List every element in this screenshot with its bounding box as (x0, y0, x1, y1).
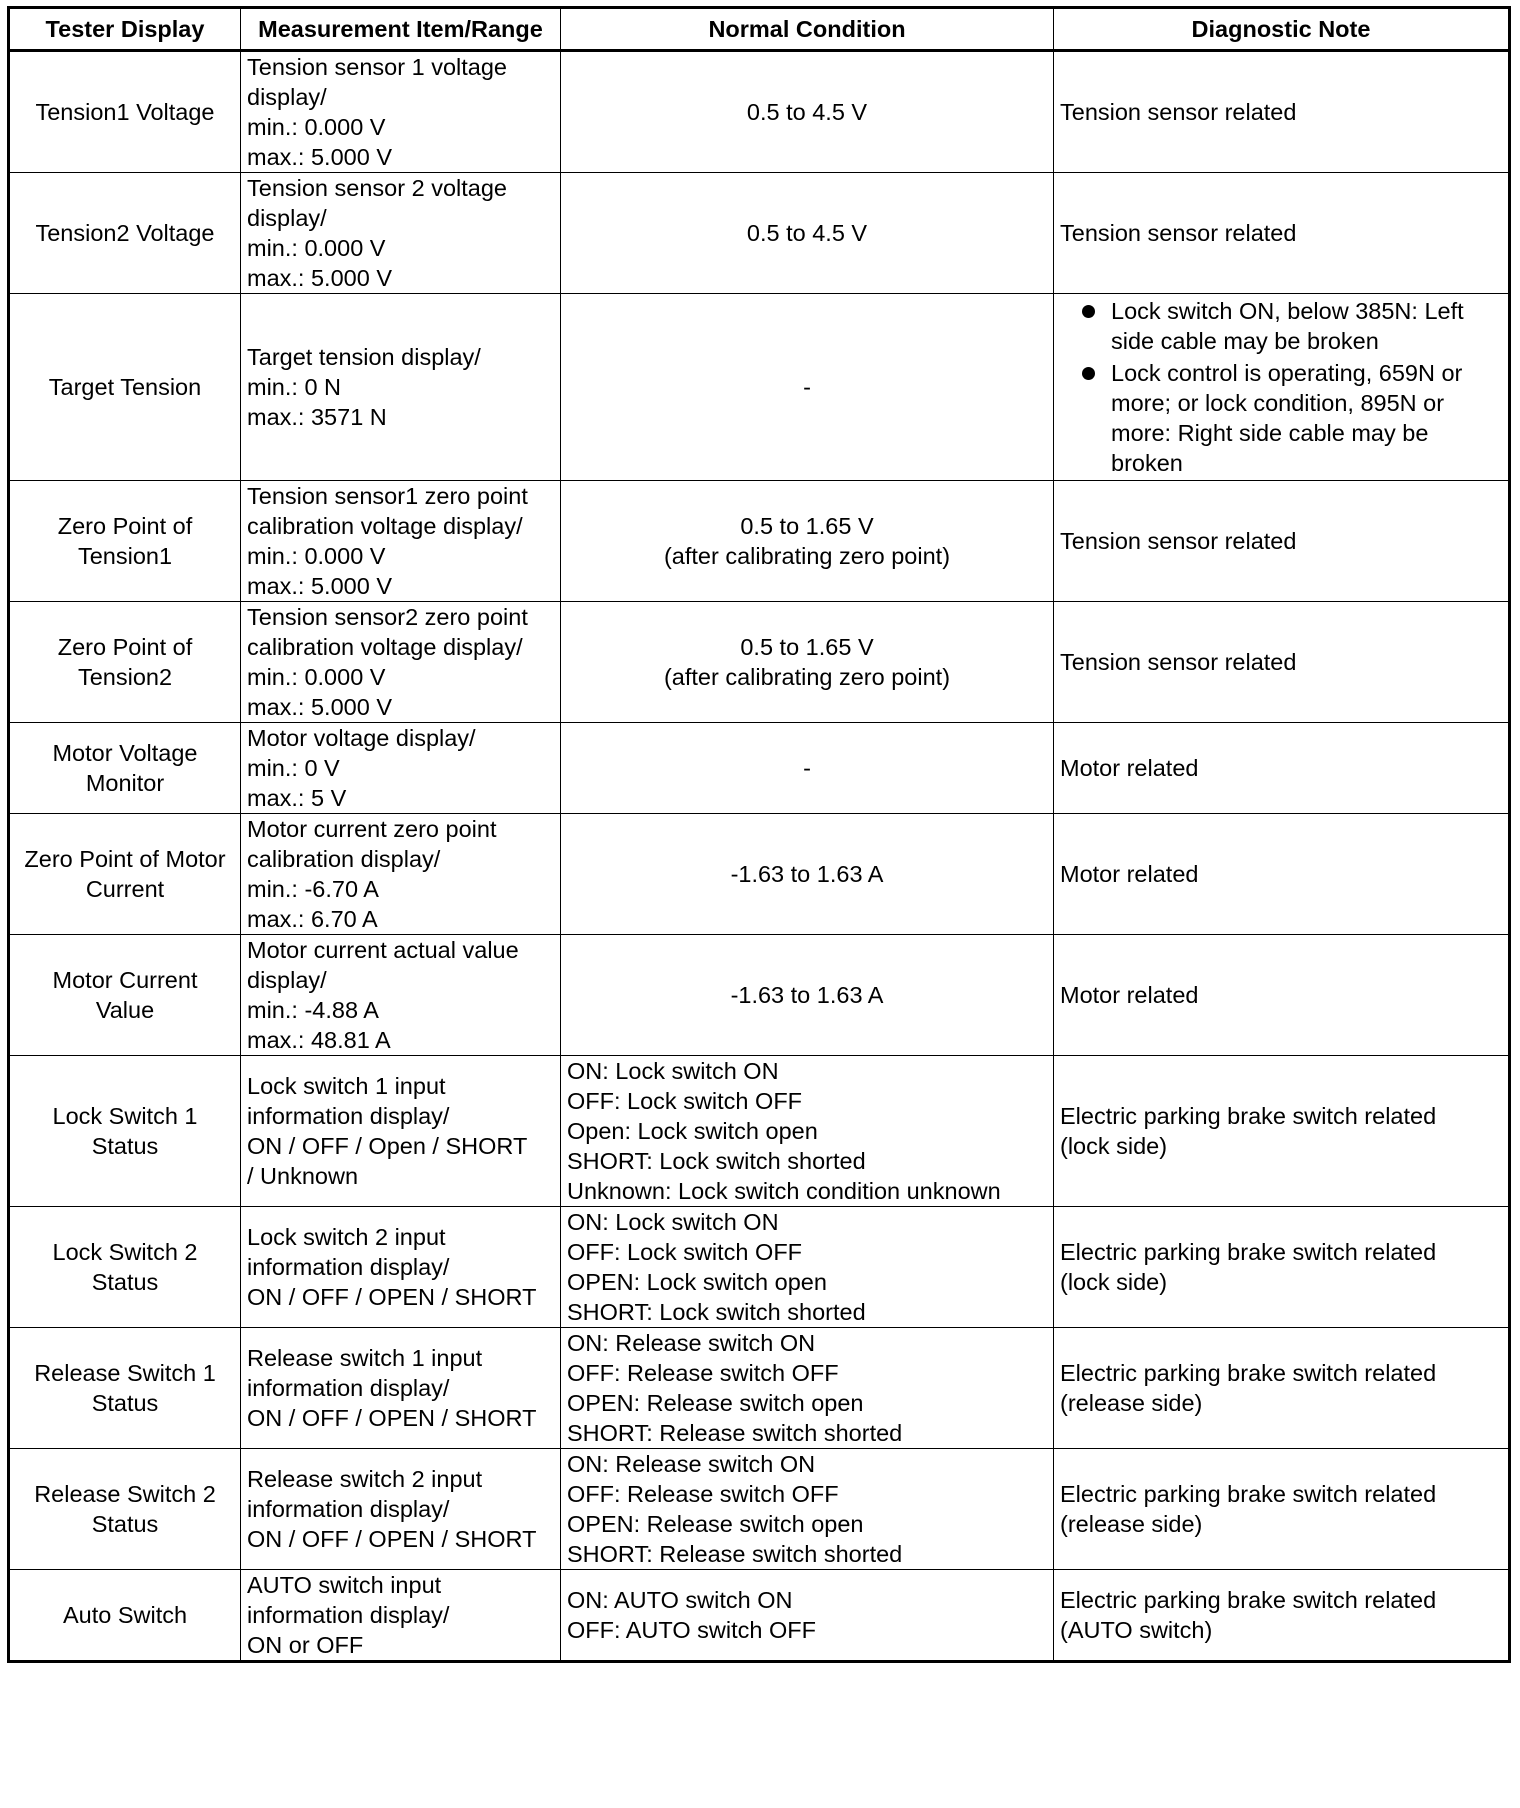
measurement-range-cell-line: ON / OFF / OPEN / SHORT (247, 1405, 537, 1431)
tester-display-cell (9, 602, 241, 723)
normal-condition-cell-line: 0.5 to 4.5 V (746, 99, 868, 125)
measurement-range-cell-line: information display/ (247, 1496, 450, 1522)
diagnostic-note-cell-line: Electric parking brake switch related (1060, 1587, 1437, 1613)
measurement-range-cell-line: display/ (247, 967, 327, 993)
data-monitor-sheet (7, 6, 1508, 1663)
measurement-range-cell-line: max.: 5.000 V (247, 265, 392, 291)
tester-display-cell-line: Target Tension (48, 374, 202, 400)
diagnostic-note-cell-line: Electric parking brake switch related (1060, 1360, 1437, 1386)
normal-condition-cell-line: SHORT: Lock switch shorted (567, 1148, 866, 1174)
table-row (9, 1449, 1510, 1570)
tester-display-cell (9, 481, 241, 602)
normal-condition-cell-line: 0.5 to 4.5 V (746, 220, 868, 246)
normal-condition-cell-line: Open: Lock switch open (567, 1118, 818, 1144)
normal-condition-cell-line: 0.5 to 1.65 V (740, 513, 874, 539)
measurement-range-cell-line: ON / OFF / OPEN / SHORT (247, 1284, 537, 1310)
diagnostic-note-cell-line: Electric parking brake switch related (1060, 1239, 1437, 1265)
diagnostic-note-cell-line: Tension sensor related (1060, 99, 1297, 125)
measurement-range-cell-line: AUTO switch input (247, 1572, 442, 1598)
normal-condition-cell-line: (after calibrating zero point) (663, 664, 951, 690)
measurement-range-cell-line: min.: 0 N (247, 374, 342, 400)
measurement-range-cell-line: calibration voltage display/ (247, 513, 523, 539)
measurement-range-cell-line: ON or OFF (247, 1632, 364, 1658)
diagnostic-note-cell-line: (lock side) (1060, 1269, 1168, 1295)
table-row (9, 723, 1510, 814)
measurement-range-cell-line: information display/ (247, 1602, 450, 1628)
tester-display-cell-line: Status (91, 1133, 159, 1159)
normal-condition-cell (561, 602, 1054, 723)
normal-condition-cell-line: SHORT: Lock switch shorted (567, 1299, 866, 1325)
measurement-range-cell-line: Motor current zero point (247, 816, 497, 842)
measurement-range-cell-line: information display/ (247, 1103, 450, 1129)
table-row (9, 294, 1510, 481)
normal-condition-cell (561, 1056, 1054, 1207)
table-row (9, 935, 1510, 1056)
diagnostic-note-cell (1054, 294, 1510, 481)
diagnostic-note-cell (1054, 1449, 1510, 1570)
measurement-range-cell-line: information display/ (247, 1254, 450, 1280)
tester-display-cell-line: Tension2 (77, 664, 173, 690)
measurement-range-cell-line: Tension sensor2 zero point (247, 604, 528, 630)
normal-condition-cell-line: OFF: Release switch OFF (567, 1360, 839, 1386)
measurement-range-cell-line: Release switch 2 input (247, 1466, 483, 1492)
normal-condition-cell-line: (after calibrating zero point) (663, 543, 951, 569)
table-row (9, 51, 1510, 173)
diagnostic-note-cell (1054, 723, 1510, 814)
measurement-range-cell (241, 51, 561, 173)
normal-condition-cell (561, 935, 1054, 1056)
tester-display-cell-line: Auto Switch (62, 1602, 188, 1628)
normal-condition-cell (561, 723, 1054, 814)
tester-display-cell-line: Status (91, 1511, 159, 1537)
measurement-range-cell-line: Motor current actual value (247, 937, 519, 963)
measurement-range-cell-line: min.: 0.000 V (247, 235, 386, 261)
diagnostic-note-cell-line: Electric parking brake switch related (1060, 1481, 1437, 1507)
measurement-range-cell-line: Lock switch 2 input (247, 1224, 446, 1250)
table-row (9, 814, 1510, 935)
measurement-range-cell-line: min.: 0.000 V (247, 664, 386, 690)
diagnostic-note-cell-line: (lock side) (1060, 1133, 1168, 1159)
diagnostic-note-cell (1054, 1570, 1510, 1662)
diagnostic-note-cell (1054, 481, 1510, 602)
diagnostic-note-cell-line: Motor related (1060, 982, 1199, 1008)
diagnostic-note-cell (1054, 1056, 1510, 1207)
measurement-range-cell (241, 481, 561, 602)
measurement-range-cell-line: max.: 5 V (247, 785, 347, 811)
diagnostic-note-item (1060, 296, 1500, 356)
measurement-range-cell-line: Tension sensor 1 voltage (247, 54, 507, 80)
measurement-range-cell (241, 935, 561, 1056)
normal-condition-cell-line: ON: Release switch ON (567, 1330, 816, 1356)
tester-display-cell (9, 1328, 241, 1449)
bullet-icon (1082, 305, 1095, 318)
tester-display-cell (9, 51, 241, 173)
diagnostic-note-cell (1054, 814, 1510, 935)
normal-condition-cell (561, 294, 1054, 481)
measurement-range-cell-line: max.: 48.81 A (247, 1027, 391, 1053)
diagnostic-note-cell (1054, 935, 1510, 1056)
measurement-range-cell-line: min.: -6.70 A (247, 876, 379, 902)
tester-display-cell (9, 935, 241, 1056)
data-monitor-table (7, 6, 1511, 1663)
diagnostic-note-cell (1054, 602, 1510, 723)
table-header-row (9, 8, 1510, 51)
header-diagnostic-note: Diagnostic Note (1054, 8, 1510, 51)
measurement-range-cell-line: min.: -4.88 A (247, 997, 379, 1023)
tester-display-cell-line: Tension1 (77, 543, 173, 569)
tester-display-cell (9, 814, 241, 935)
diagnostic-note-cell-line: (release side) (1060, 1511, 1203, 1537)
normal-condition-cell (561, 51, 1054, 173)
normal-condition-cell (561, 1449, 1054, 1570)
measurement-range-cell-line: max.: 5.000 V (247, 694, 392, 720)
measurement-range-cell-line: ON / OFF / Open / SHORT (247, 1133, 528, 1159)
diagnostic-note-cell-line: (release side) (1060, 1390, 1203, 1416)
tester-display-cell (9, 1056, 241, 1207)
normal-condition-cell (561, 1570, 1054, 1662)
table-row (9, 481, 1510, 602)
tester-display-cell-line: Tension1 Voltage (35, 99, 215, 125)
normal-condition-cell-line: -1.63 to 1.63 A (730, 861, 884, 887)
normal-condition-cell-line: 0.5 to 1.65 V (740, 634, 874, 660)
diagnostic-note-cell (1054, 1207, 1510, 1328)
tester-display-cell-line: Motor Current (52, 967, 198, 993)
normal-condition-cell (561, 1328, 1054, 1449)
measurement-range-cell (241, 814, 561, 935)
measurement-range-cell (241, 1056, 561, 1207)
normal-condition-cell-line: OPEN: Lock switch open (567, 1269, 827, 1295)
normal-condition-cell-line: OPEN: Release switch open (567, 1390, 864, 1416)
tester-display-cell-line: Release Switch 1 (34, 1360, 216, 1386)
diagnostic-note-text: Lock control is operating, 659N or more; or lock condition, 895N or more: Right side cable may be broken (1111, 360, 1463, 476)
diagnostic-note-cell (1054, 51, 1510, 173)
diagnostic-note-cell-line: Electric parking brake switch related (1060, 1103, 1437, 1129)
diagnostic-note-item (1060, 358, 1500, 478)
table-row (9, 1056, 1510, 1207)
diagnostic-note-cell-line: (AUTO switch) (1060, 1617, 1213, 1643)
measurement-range-cell-line: max.: 5.000 V (247, 144, 392, 170)
measurement-range-cell-line: min.: 0.000 V (247, 114, 386, 140)
measurement-range-cell-line: Tension sensor1 zero point (247, 483, 528, 509)
normal-condition-cell-line: OFF: Release switch OFF (567, 1481, 839, 1507)
measurement-range-cell-line: max.: 3571 N (247, 404, 387, 430)
header-tester-display: Tester Display (9, 8, 241, 51)
normal-condition-cell-line: OPEN: Release switch open (567, 1511, 864, 1537)
measurement-range-cell-line: Motor voltage display/ (247, 725, 476, 751)
measurement-range-cell-line: ON / OFF / OPEN / SHORT (247, 1526, 537, 1552)
tester-display-cell (9, 723, 241, 814)
tester-display-cell (9, 294, 241, 481)
diagnostic-note-cell (1054, 173, 1510, 294)
tester-display-cell-line: Status (91, 1390, 159, 1416)
tester-display-cell-line: Monitor (85, 770, 165, 796)
measurement-range-cell-line: calibration voltage display/ (247, 634, 523, 660)
table-row (9, 1570, 1510, 1662)
measurement-range-cell-line: information display/ (247, 1375, 450, 1401)
measurement-range-cell-line: Tension sensor 2 voltage (247, 175, 507, 201)
tester-display-cell (9, 1207, 241, 1328)
measurement-range-cell-line: min.: 0.000 V (247, 543, 386, 569)
measurement-range-cell-line: max.: 5.000 V (247, 573, 392, 599)
diagnostic-note-list (1060, 296, 1500, 478)
tester-display-cell-line: Lock Switch 1 (52, 1103, 198, 1129)
diagnostic-note-cell-line: Tension sensor related (1060, 528, 1297, 554)
normal-condition-cell-line: -1.63 to 1.63 A (730, 982, 884, 1008)
tester-display-cell-line: Release Switch 2 (34, 1481, 216, 1507)
header-normal-condition: Normal Condition (561, 8, 1054, 51)
measurement-range-cell-line: Lock switch 1 input (247, 1073, 446, 1099)
normal-condition-cell (561, 481, 1054, 602)
tester-display-cell-line: Zero Point of Motor (24, 846, 226, 872)
normal-condition-cell-line: ON: Release switch ON (567, 1451, 816, 1477)
measurement-range-cell (241, 723, 561, 814)
tester-display-cell-line: Status (91, 1269, 159, 1295)
measurement-range-cell-line: Release switch 1 input (247, 1345, 483, 1371)
table-row (9, 173, 1510, 294)
normal-condition-cell (561, 173, 1054, 294)
measurement-range-cell (241, 602, 561, 723)
tester-display-cell (9, 1570, 241, 1662)
normal-condition-cell-line: OFF: Lock switch OFF (567, 1239, 803, 1265)
tester-display-cell-line: Zero Point of (57, 634, 193, 660)
diagnostic-note-cell-line: Motor related (1060, 755, 1199, 781)
tester-display-cell-line: Tension2 Voltage (35, 220, 215, 246)
table-row (9, 1328, 1510, 1449)
tester-display-cell-line: Value (95, 997, 155, 1023)
measurement-range-cell (241, 1570, 561, 1662)
normal-condition-cell-line: ON: AUTO switch ON (567, 1587, 793, 1613)
normal-condition-cell-line: SHORT: Release switch shorted (567, 1541, 903, 1567)
measurement-range-cell-line: display/ (247, 205, 327, 231)
tester-display-cell (9, 1449, 241, 1570)
tester-display-cell-line: Lock Switch 2 (52, 1239, 198, 1265)
measurement-range-cell (241, 1207, 561, 1328)
measurement-range-cell-line: Target tension display/ (247, 344, 481, 370)
bullet-icon (1082, 367, 1095, 380)
normal-condition-cell-line: ON: Lock switch ON (567, 1058, 779, 1084)
diagnostic-note-cell-line: Motor related (1060, 861, 1199, 887)
measurement-range-cell (241, 173, 561, 294)
measurement-range-cell-line: / Unknown (247, 1163, 359, 1189)
tester-display-cell-line: Current (85, 876, 165, 902)
normal-condition-cell-line: - (803, 374, 811, 400)
measurement-range-cell-line: max.: 6.70 A (247, 906, 378, 932)
table-body (9, 51, 1510, 1662)
measurement-range-cell-line: min.: 0 V (247, 755, 340, 781)
table-row (9, 1207, 1510, 1328)
diagnostic-note-cell (1054, 1328, 1510, 1449)
measurement-range-cell (241, 1449, 561, 1570)
normal-condition-cell-line: OFF: AUTO switch OFF (567, 1617, 816, 1643)
normal-condition-cell-line: SHORT: Release switch shorted (567, 1420, 903, 1446)
tester-display-cell-line: Zero Point of (57, 513, 193, 539)
table-row (9, 602, 1510, 723)
measurement-range-cell-line: display/ (247, 84, 327, 110)
diagnostic-note-text: Lock switch ON, below 385N: Left side cable may be broken (1111, 298, 1464, 354)
measurement-range-cell (241, 1328, 561, 1449)
tester-display-cell (9, 173, 241, 294)
normal-condition-cell-line: Unknown: Lock switch condition unknown (567, 1178, 1001, 1204)
normal-condition-cell-line: ON: Lock switch ON (567, 1209, 779, 1235)
header-measurement-range: Measurement Item/Range (241, 8, 561, 51)
normal-condition-cell-line: OFF: Lock switch OFF (567, 1088, 803, 1114)
normal-condition-cell (561, 814, 1054, 935)
normal-condition-cell-line: - (803, 755, 811, 781)
diagnostic-note-cell-line: Tension sensor related (1060, 649, 1297, 675)
tester-display-cell-line: Motor Voltage (52, 740, 198, 766)
diagnostic-note-cell-line: Tension sensor related (1060, 220, 1297, 246)
measurement-range-cell-line: calibration display/ (247, 846, 441, 872)
normal-condition-cell (561, 1207, 1054, 1328)
measurement-range-cell (241, 294, 561, 481)
